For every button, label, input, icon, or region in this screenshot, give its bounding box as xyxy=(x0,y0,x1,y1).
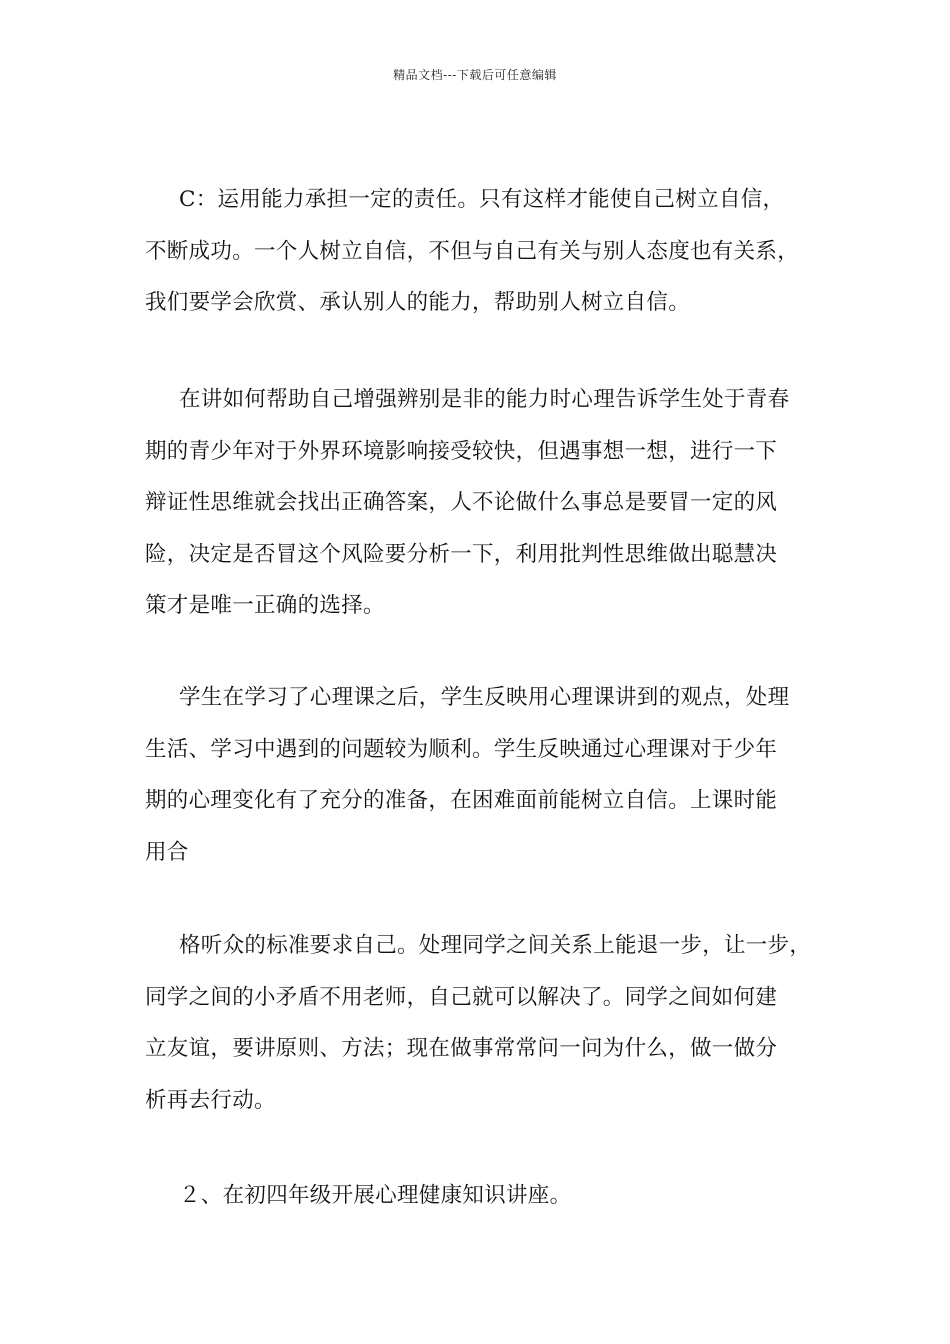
paragraph-line: 用合 xyxy=(145,839,189,865)
paragraph-line: 我们要学会欣赏、承认别人的能力，帮助别人树立自信。 xyxy=(145,290,691,315)
paragraph-line: 辩证性思维就会找出正确答案，人不论做什么事总是要冒一定的风 xyxy=(145,490,778,515)
paragraph-line: 险，决定是否冒这个风险要分析一下，利用批判性思维做出聪慧决 xyxy=(145,541,778,567)
paragraph-1 xyxy=(145,174,827,329)
paragraph-line: 学生在学习了心理课之后，学生反映用心理课讲到的观点，处理 xyxy=(179,685,790,710)
paragraph-line: 策才是唯一正确的选择。 xyxy=(145,593,385,618)
page-header: 精品文档---下载后可任意编辑 xyxy=(393,68,557,82)
paragraph-line: 期的心理变化有了充分的准备，在困难面前能树立自信。上课时能 xyxy=(145,788,778,813)
paragraph-line: 格听众的标准要求自己。处理同学之间关系上能退一步，让一步， xyxy=(179,933,812,958)
paragraph-line: 在讲如何帮助自己增强辨别是非的能力时心理告诉学生处于青春 xyxy=(179,387,790,412)
paragraph-line: 同学之间的小矛盾不用老师，自己就可以解决了。同学之间如何建 xyxy=(145,984,778,1010)
paragraph-line: 立友谊，要讲原则、方法；现在做事常常问一问为什么，做一做分 xyxy=(145,1036,778,1061)
paragraph-5 xyxy=(145,1170,827,1222)
paragraph-4 xyxy=(145,920,827,1126)
paragraph-line: 生活、学习中遇到的问题较为顺利。学生反映通过心理课对于少年 xyxy=(145,736,778,762)
paragraph-2 xyxy=(145,374,827,632)
paragraph-line: 期的青少年对于外界环境影响接受较快，但遇事想一想，进行一下 xyxy=(145,438,778,464)
paragraph-3 xyxy=(145,672,827,878)
paragraph-line: 析再去行动。 xyxy=(145,1087,276,1113)
section-heading: ２、在初四年级开展心理健康知识讲座。 xyxy=(179,1183,572,1208)
paragraph-line: C：运用能力承担一定的责任。只有这样才能使自己树立自信， xyxy=(179,187,785,212)
paragraph-line: 不断成功。一个人树立自信，不但与自己有关与别人态度也有关系， xyxy=(145,238,800,264)
